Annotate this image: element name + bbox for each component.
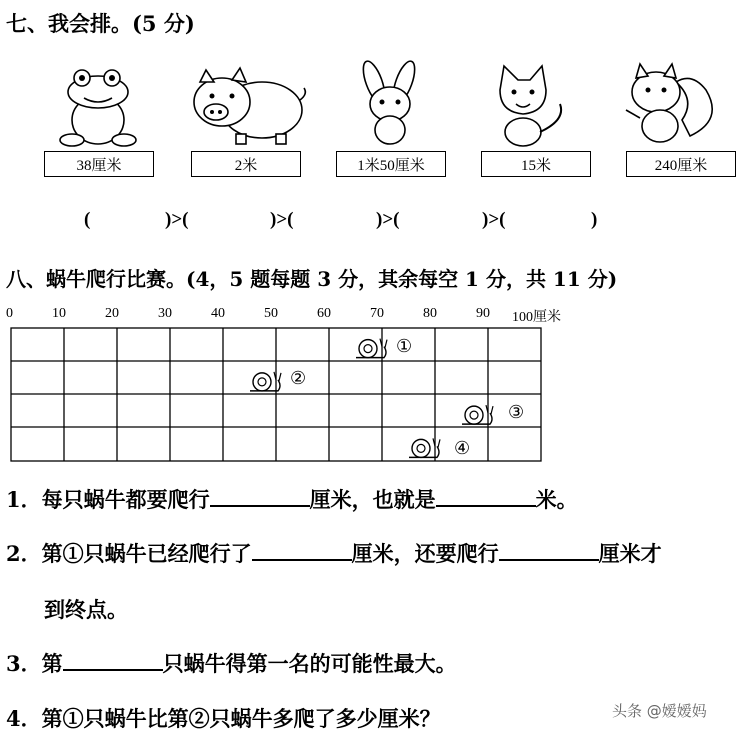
order-paren-2: )>( — [165, 209, 189, 230]
q2-text-a: 第①只蜗牛已经爬行了 — [41, 541, 252, 566]
ruler-tick-20: 20 — [105, 306, 119, 321]
q1-text-a: 每只蜗牛都要爬行 — [41, 487, 210, 512]
ruler-tick-70: 70 — [370, 306, 384, 321]
question-2 — [6, 538, 662, 568]
rabbit-length-label: 1米50厘米 — [336, 151, 446, 177]
ruler-tick-30: 30 — [158, 306, 172, 321]
frog-length-label: 38厘米 — [44, 151, 154, 177]
snail-3-tag: ③ — [508, 402, 525, 423]
q1-blank-2[interactable] — [436, 485, 536, 507]
order-paren-3: )>( — [270, 209, 294, 230]
q3-text-b: 只蜗牛得第一名的可能性最大。 — [162, 651, 457, 676]
q2-blank-2[interactable] — [499, 539, 599, 561]
q3-number: 3． — [6, 651, 42, 676]
watermark: 头条 @嫒嫒妈 — [612, 702, 707, 720]
q1-number: 1． — [6, 487, 42, 512]
order-paren-5: )>( — [482, 209, 506, 230]
ruler-tick-90: 90 — [476, 306, 490, 321]
cat-length-label: 15米 — [481, 151, 591, 177]
q4-text: 第①只蜗牛比第②只蜗牛多爬了多少厘米？ — [41, 706, 441, 731]
question-1 — [6, 484, 578, 514]
question-4 — [6, 703, 441, 733]
ruler-tick-80: 80 — [423, 306, 437, 321]
section-7-title: 七、我会排。(5 分) — [6, 11, 195, 36]
q2-continuation: 到终点。 — [44, 597, 128, 622]
q3-blank[interactable] — [63, 649, 163, 671]
q4-number: 4． — [6, 706, 42, 731]
q2-number: 2． — [6, 541, 42, 566]
ruler-tick-100: 100厘米 — [512, 310, 561, 325]
q1-text-c: 米。 — [535, 487, 578, 512]
snail-4-tag: ④ — [454, 438, 471, 459]
snail-1-tag: ① — [396, 336, 413, 357]
q3-text-a: 第 — [41, 651, 63, 676]
ruler-tick-10: 10 — [52, 306, 66, 321]
squirrel-length-label: 240厘米 — [626, 151, 736, 177]
ruler-tick-60: 60 — [317, 306, 331, 321]
ruler-tick-0: 0 — [6, 306, 13, 321]
ruler-tick-50: 50 — [264, 306, 278, 321]
order-paren-6: ) — [591, 209, 598, 230]
section-8-title: 八、蜗牛爬行比赛。(4，5 题每题 3 分，其余每空 1 分，共 11 分) — [6, 267, 618, 291]
q1-text-b: 厘米，也就是 — [309, 487, 436, 512]
snail-2-tag: ② — [290, 368, 307, 389]
q2-blank-1[interactable] — [252, 539, 352, 561]
order-paren-1: ( — [84, 209, 91, 230]
ruler-tick-40: 40 — [211, 306, 225, 321]
q2-text-c: 厘米才 — [598, 541, 662, 566]
order-paren-4: )>( — [376, 209, 400, 230]
question-3 — [6, 648, 457, 678]
q2-text-b: 厘米，还要爬行 — [351, 541, 499, 566]
q1-blank-1[interactable] — [210, 485, 310, 507]
pig-length-label: 2米 — [191, 151, 301, 177]
